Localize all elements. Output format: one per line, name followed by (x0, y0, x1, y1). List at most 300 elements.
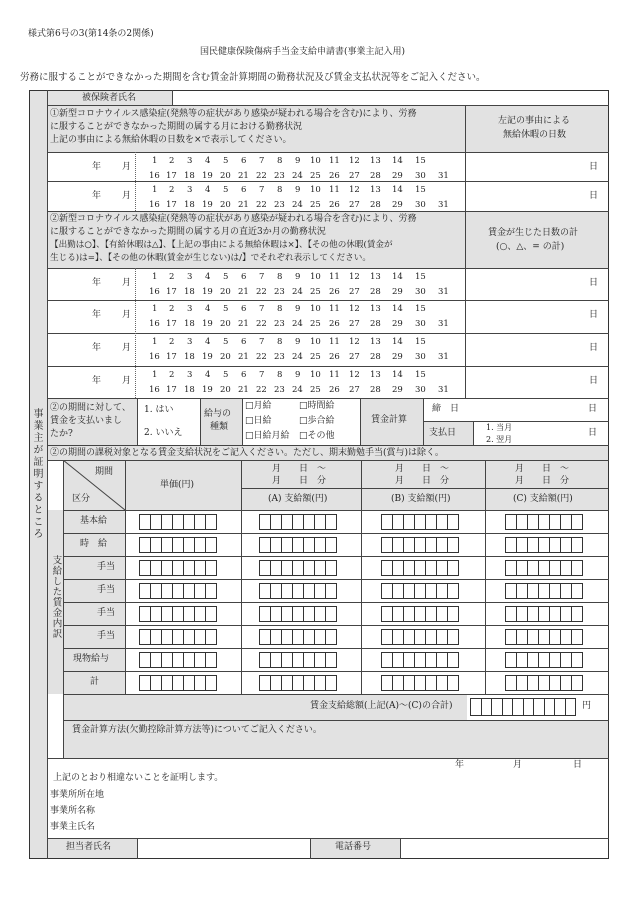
calendar-day[interactable]: 3 (187, 272, 193, 282)
calendar-day[interactable]: 11 (329, 304, 340, 314)
calendar-day[interactable]: 9 (295, 370, 301, 380)
digit-cell[interactable] (325, 652, 337, 668)
calendar-day[interactable]: 15 (415, 337, 426, 347)
calendar-day[interactable]: 27 (349, 287, 360, 297)
calendar-day[interactable]: 5 (223, 185, 229, 195)
calendar-day[interactable]: 13 (370, 337, 381, 347)
calendar-day[interactable]: 18 (184, 385, 195, 395)
section2-text-1: ②新型コロナウイルス感染症(発熱等の症状があり感染が疑われる場合を含む)により、労務 (50, 214, 417, 224)
calendar-day[interactable]: 21 (238, 200, 249, 210)
digit-cell[interactable] (447, 583, 459, 599)
calendar-day[interactable]: 20 (220, 352, 231, 362)
calendar-day[interactable]: 6 (241, 370, 247, 380)
calendar-day[interactable]: 9 (295, 304, 301, 314)
payment-yes-option[interactable]: 1. はい (144, 405, 174, 415)
calendar-day[interactable]: 14 (392, 337, 403, 347)
month-label: 月 (122, 343, 132, 353)
calendar-day[interactable]: 22 (256, 352, 267, 362)
pay-option-daily[interactable]: □日給 (245, 416, 272, 426)
form-title: 国民健康保険傷病手当金支給申請書(事業主記入用) (200, 47, 406, 57)
closing-day-label: 締 日 (432, 404, 460, 414)
col-b-header: (B) 支給額(円) (391, 494, 451, 504)
office-name-label: 事業所名称 (50, 806, 96, 816)
contact-name-label: 担当者氏名 (66, 842, 112, 852)
calendar-day[interactable]: 25 (310, 352, 321, 362)
calendar-day[interactable]: 14 (392, 272, 403, 282)
total-digit-cell[interactable] (565, 698, 577, 716)
wage-side-label: 支給した賃金内訳 (50, 555, 62, 639)
calendar-day[interactable]: 11 (329, 370, 340, 380)
calendar-day[interactable]: 7 (259, 272, 265, 282)
calendar-day[interactable]: 24 (292, 352, 303, 362)
pay-option-other[interactable]: □その他 (299, 431, 335, 441)
calendar-day[interactable]: 14 (392, 185, 403, 195)
calendar-day[interactable]: 17 (166, 287, 177, 297)
calendar-day[interactable]: 12 (349, 370, 360, 380)
calendar-day[interactable]: 11 (329, 337, 340, 347)
period-label: 期間 (95, 467, 114, 477)
payment-question-1: ②の期間に対して、 (50, 403, 131, 413)
calendar-day[interactable]: 19 (202, 200, 213, 210)
digit-cell[interactable] (325, 514, 337, 530)
calendar-day[interactable]: 23 (274, 287, 285, 297)
digit-cell[interactable] (447, 606, 459, 622)
calendar-day[interactable]: 21 (238, 352, 249, 362)
calendar-day[interactable]: 1 (152, 272, 158, 282)
category-label: 区分 (72, 494, 91, 504)
calendar-day[interactable]: 24 (292, 171, 303, 181)
calendar-day[interactable]: 15 (415, 156, 426, 166)
payday-this-month[interactable]: 1. 当月 (486, 423, 513, 432)
calendar-day[interactable]: 19 (202, 171, 213, 181)
calendar-day[interactable]: 29 (392, 319, 403, 329)
calendar-day[interactable]: 25 (310, 171, 321, 181)
calendar-day[interactable]: 13 (370, 156, 381, 166)
calendar-day[interactable]: 5 (223, 156, 229, 166)
digit-cell[interactable] (325, 583, 337, 599)
section2-text-3: 【出勤は○】、【有給休暇は△】、【上記の事由による無給休暇は×】、【その他の休暇(賃金が (50, 240, 393, 250)
calendar-day[interactable]: 10 (310, 370, 321, 380)
calendar-day[interactable]: 6 (241, 156, 247, 166)
form-number: 様式第6号の3(第14条の2関係) (28, 29, 154, 39)
calendar-day[interactable]: 1 (152, 185, 158, 195)
calendar-day[interactable]: 1 (152, 304, 158, 314)
calendar-day[interactable]: 29 (392, 287, 403, 297)
row-label-allowance: 手当 (97, 562, 116, 572)
calendar-day[interactable]: 1 (152, 337, 158, 347)
digit-cell[interactable] (205, 583, 217, 599)
calendar-day[interactable]: 30 (415, 385, 426, 395)
row-label-total: 計 (90, 677, 100, 687)
calendar-day[interactable]: 8 (277, 185, 283, 195)
calendar-day[interactable]: 13 (370, 370, 381, 380)
calendar-day[interactable]: 27 (349, 352, 360, 362)
period-c-from[interactable]: 月 日 ～ (515, 464, 570, 474)
calendar-day[interactable]: 25 (310, 319, 321, 329)
calendar-day[interactable]: 8 (277, 272, 283, 282)
calendar-day[interactable]: 30 (415, 200, 426, 210)
calendar-day[interactable]: 17 (166, 385, 177, 395)
calendar-day[interactable]: 3 (187, 304, 193, 314)
day-unit-label: 日 (589, 191, 599, 201)
calendar-day[interactable]: 20 (220, 319, 231, 329)
cert-statement: 上記のとおり相違ないことを証明します。 (53, 773, 224, 783)
calendar-day[interactable]: 25 (310, 385, 321, 395)
calendar-day[interactable]: 23 (274, 352, 285, 362)
calendar-day[interactable]: 15 (415, 304, 426, 314)
calendar-day[interactable]: 10 (310, 156, 321, 166)
section2-right-header-1: 賃金が生じた日数の計 (488, 228, 579, 238)
digit-cell[interactable] (325, 537, 337, 553)
digit-cell[interactable] (205, 652, 217, 668)
calendar-day[interactable]: 26 (329, 319, 340, 329)
calendar-day[interactable]: 19 (202, 287, 213, 297)
pay-option-daily-monthly[interactable]: □日給月給 (245, 431, 290, 441)
calendar-day[interactable]: 20 (220, 287, 231, 297)
calendar-day[interactable]: 29 (392, 200, 403, 210)
calendar-day[interactable]: 16 (149, 319, 160, 329)
year-label: 年 (92, 278, 102, 288)
digit-cell[interactable] (571, 560, 583, 576)
calendar-day[interactable]: 4 (205, 272, 211, 282)
calendar-day[interactable]: 9 (295, 185, 301, 195)
month-label: 月 (122, 310, 132, 320)
calendar-day[interactable]: 7 (259, 304, 265, 314)
calendar-day[interactable]: 7 (259, 185, 265, 195)
section1-text-3: 上記の事由による無給休暇の日数を×で表示してください。 (50, 135, 292, 145)
row-label-allowance: 手当 (97, 585, 116, 595)
payment-question-2: 賃金を支払いまし (50, 416, 123, 426)
calendar-day[interactable]: 17 (166, 352, 177, 362)
calendar-day[interactable]: 12 (349, 304, 360, 314)
calendar-day[interactable]: 24 (292, 319, 303, 329)
calendar-day[interactable]: 14 (392, 156, 403, 166)
calendar-day[interactable]: 30 (415, 287, 426, 297)
digit-cell[interactable] (205, 606, 217, 622)
section1-right-header-2: 無給休暇の日数 (503, 130, 567, 140)
calendar-day[interactable]: 4 (205, 156, 211, 166)
calendar-day[interactable]: 26 (329, 287, 340, 297)
section2-right-header-2: (○、△、= の計) (496, 242, 565, 252)
digit-cell[interactable] (447, 629, 459, 645)
calendar-day[interactable]: 7 (259, 337, 265, 347)
calendar-day[interactable]: 14 (392, 304, 403, 314)
calendar-day[interactable]: 10 (310, 337, 321, 347)
calendar-day[interactable]: 27 (349, 385, 360, 395)
calendar-day[interactable]: 18 (184, 171, 195, 181)
calendar-day[interactable]: 23 (274, 200, 285, 210)
calendar-day[interactable]: 4 (205, 304, 211, 314)
calendar-day[interactable]: 18 (184, 200, 195, 210)
calendar-day[interactable]: 12 (349, 337, 360, 347)
calendar-day[interactable]: 22 (256, 385, 267, 395)
digit-cell[interactable] (205, 560, 217, 576)
phone-field[interactable] (401, 839, 607, 858)
calendar-day[interactable]: 6 (241, 185, 247, 195)
calendar-day[interactable]: 6 (241, 304, 247, 314)
calendar-day[interactable]: 21 (238, 171, 249, 181)
digit-cell[interactable] (325, 629, 337, 645)
digit-cell[interactable] (447, 675, 459, 691)
calendar-day[interactable]: 28 (370, 385, 381, 395)
calendar-day[interactable]: 9 (295, 337, 301, 347)
calendar-day[interactable]: 22 (256, 200, 267, 210)
section1-text-1: ①新型コロナウイルス感染症(発熱等の症状があり感染が疑われる場合を含む)により、労務 (50, 109, 417, 119)
calendar-day[interactable]: 31 (438, 352, 449, 362)
calendar-day[interactable]: 29 (392, 171, 403, 181)
calendar-day[interactable]: 16 (149, 352, 160, 362)
calendar-day[interactable]: 28 (370, 287, 381, 297)
digit-cell[interactable] (205, 629, 217, 645)
calendar-day[interactable]: 23 (274, 385, 285, 395)
digit-cell[interactable] (571, 537, 583, 553)
calendar-day[interactable]: 8 (277, 156, 283, 166)
day-unit-label: 日 (589, 343, 599, 353)
calendar-day[interactable]: 31 (438, 171, 449, 181)
calendar-day[interactable]: 29 (392, 352, 403, 362)
calendar-day[interactable]: 5 (223, 370, 229, 380)
period-a-to[interactable]: 月 日 分 (272, 476, 327, 486)
calendar-day[interactable]: 14 (392, 370, 403, 380)
calendar-day[interactable]: 1 (152, 156, 158, 166)
calendar-day[interactable]: 31 (438, 385, 449, 395)
digit-cell[interactable] (571, 652, 583, 668)
calendar-day[interactable]: 12 (349, 156, 360, 166)
period-b-to[interactable]: 月 日 分 (395, 476, 450, 486)
period-a-from[interactable]: 月 日 ～ (272, 464, 327, 474)
calendar-day[interactable]: 2 (169, 185, 175, 195)
digit-cell[interactable] (571, 675, 583, 691)
calendar-day[interactable]: 21 (238, 319, 249, 329)
calendar-day[interactable]: 25 (310, 200, 321, 210)
calendar-day[interactable]: 9 (295, 272, 301, 282)
calendar-day[interactable]: 22 (256, 319, 267, 329)
calendar-day[interactable]: 10 (310, 185, 321, 195)
row-label-hourly: 時 給 (80, 539, 108, 549)
cert-date-year: 年 (455, 760, 465, 770)
digit-cell[interactable] (571, 583, 583, 599)
digit-cell[interactable] (447, 652, 459, 668)
digit-cell[interactable] (447, 537, 459, 553)
calendar-day[interactable]: 22 (256, 287, 267, 297)
section2-text-2: に服することができなかった期間の属する月の直近3か月の勤務状況 (50, 227, 326, 237)
pay-option-monthly[interactable]: □月給 (245, 401, 272, 411)
pay-type-label-2: 種類 (210, 422, 229, 432)
digit-cell[interactable] (447, 560, 459, 576)
pay-type-label-1: 給与の (204, 409, 232, 419)
payment-no-option[interactable]: 2. いいえ (144, 428, 183, 438)
calendar-day[interactable]: 17 (166, 171, 177, 181)
calendar-day[interactable]: 16 (149, 200, 160, 210)
calendar-day[interactable]: 21 (238, 385, 249, 395)
calendar-day[interactable]: 2 (169, 337, 175, 347)
col-c-header: (C) 支給額(円) (513, 494, 573, 504)
calendar-day[interactable]: 2 (169, 156, 175, 166)
calendar-day[interactable]: 28 (370, 200, 381, 210)
calendar-day[interactable]: 24 (292, 200, 303, 210)
calendar-day[interactable]: 27 (349, 319, 360, 329)
digit-cell[interactable] (571, 629, 583, 645)
cert-date-day: 日 (573, 760, 583, 770)
pay-option-hourly[interactable]: □時間給 (299, 401, 335, 411)
calendar-day[interactable]: 20 (220, 200, 231, 210)
calendar-day[interactable]: 19 (202, 319, 213, 329)
calendar-day[interactable]: 7 (259, 156, 265, 166)
calendar-day[interactable]: 30 (415, 171, 426, 181)
calendar-day[interactable]: 4 (205, 337, 211, 347)
calendar-day[interactable]: 25 (310, 287, 321, 297)
calendar-day[interactable]: 12 (349, 272, 360, 282)
calendar-day[interactable]: 22 (256, 171, 267, 181)
calendar-day[interactable]: 31 (438, 319, 449, 329)
calendar-day[interactable]: 26 (329, 200, 340, 210)
insured-name-field[interactable] (173, 91, 607, 104)
closing-day-unit: 日 (588, 404, 598, 414)
calendar-day[interactable]: 13 (370, 185, 381, 195)
calendar-day[interactable]: 27 (349, 171, 360, 181)
calendar-day[interactable]: 6 (241, 337, 247, 347)
calendar-day[interactable]: 21 (238, 287, 249, 297)
calendar-day[interactable]: 28 (370, 319, 381, 329)
calendar-day[interactable]: 29 (392, 385, 403, 395)
year-label: 年 (92, 376, 102, 386)
col-a-header: (A) 支給額(円) (268, 494, 328, 504)
calendar-day[interactable]: 15 (415, 272, 426, 282)
calendar-day[interactable]: 28 (370, 352, 381, 362)
calendar-day[interactable]: 27 (349, 200, 360, 210)
digit-cell[interactable] (447, 514, 459, 530)
calendar-day[interactable]: 23 (274, 319, 285, 329)
calendar-day[interactable]: 17 (166, 200, 177, 210)
calendar-day[interactable]: 4 (205, 370, 211, 380)
payment-question-3: たか? (50, 429, 73, 439)
day-unit-label: 日 (589, 278, 599, 288)
calendar-day[interactable]: 3 (187, 370, 193, 380)
calendar-day[interactable]: 3 (187, 185, 193, 195)
calendar-day[interactable]: 20 (220, 171, 231, 181)
row-label-basic: 基本給 (80, 516, 108, 526)
calendar-day[interactable]: 24 (292, 385, 303, 395)
calendar-day[interactable]: 17 (166, 319, 177, 329)
calendar-day[interactable]: 11 (329, 272, 340, 282)
wage-calc-label: 賃金計算 (371, 415, 408, 425)
calendar-day[interactable]: 13 (370, 304, 381, 314)
side-label: 事業主が証明するところ (31, 408, 42, 540)
calendar-day[interactable]: 8 (277, 337, 283, 347)
calendar-day[interactable]: 1 (152, 370, 158, 380)
calendar-day[interactable]: 8 (277, 370, 283, 380)
month-label: 月 (122, 162, 132, 172)
calendar-day[interactable]: 16 (149, 385, 160, 395)
calendar-day[interactable]: 4 (205, 185, 211, 195)
contact-name-field[interactable] (138, 839, 309, 858)
calendar-day[interactable]: 6 (241, 272, 247, 282)
year-label: 年 (92, 191, 102, 201)
year-label: 年 (92, 162, 102, 172)
calendar-day[interactable]: 31 (438, 287, 449, 297)
calendar-day[interactable]: 26 (329, 385, 340, 395)
year-label: 年 (92, 310, 102, 320)
calc-method-field[interactable] (64, 738, 608, 757)
year-label: 年 (92, 343, 102, 353)
calc-method-label: 賃金計算方法(欠勤控除計算方法等)についてご記入ください。 (72, 725, 322, 735)
total-yen-unit: 円 (582, 701, 592, 711)
insured-name-label: 被保険者氏名 (82, 93, 137, 103)
calendar-day[interactable]: 13 (370, 272, 381, 282)
pay-option-commission[interactable]: □歩合給 (299, 416, 335, 426)
digit-cell[interactable] (325, 675, 337, 691)
calendar-day[interactable]: 16 (149, 287, 160, 297)
calendar-day[interactable]: 18 (184, 352, 195, 362)
calendar-day[interactable]: 26 (329, 171, 340, 181)
calendar-day[interactable]: 31 (438, 200, 449, 210)
calendar-day[interactable]: 3 (187, 156, 193, 166)
payday-unit: 日 (588, 428, 598, 438)
month-label: 月 (122, 191, 132, 201)
calendar-day[interactable]: 19 (202, 352, 213, 362)
calendar-day[interactable]: 24 (292, 287, 303, 297)
digit-cell[interactable] (325, 606, 337, 622)
calendar-day[interactable]: 26 (329, 352, 340, 362)
digit-cell[interactable] (205, 675, 217, 691)
section1-text-2: に服することができなかった期間の属する月における勤務状況 (50, 122, 303, 132)
calendar-day[interactable]: 18 (184, 287, 195, 297)
section1-right-header-1: 左記の事由による (498, 116, 571, 126)
calendar-day[interactable]: 5 (223, 272, 229, 282)
office-address-label: 事業所所在地 (50, 790, 105, 800)
wage-intro: ②の期間の課税対象となる賃金支給状況をご記入ください。ただし、期末勤勉手当(賞与)は除く。 (50, 448, 444, 458)
digit-cell[interactable] (205, 514, 217, 530)
payday-next-month[interactable]: 2. 翌月 (486, 435, 513, 444)
calendar-day[interactable]: 30 (415, 352, 426, 362)
calendar-day[interactable]: 23 (274, 171, 285, 181)
calendar-day[interactable]: 16 (149, 171, 160, 181)
calendar-day[interactable]: 5 (223, 304, 229, 314)
calendar-day[interactable]: 10 (310, 272, 321, 282)
month-label: 月 (122, 278, 132, 288)
instruction-text: 労務に服することができなかった期間を含む賃金計算期間の勤務状況及び賃金支払状況等をご記入ください。 (20, 72, 486, 83)
calendar-day[interactable]: 9 (295, 156, 301, 166)
calendar-day[interactable]: 15 (415, 185, 426, 195)
calendar-day[interactable]: 30 (415, 319, 426, 329)
calendar-day[interactable]: 8 (277, 304, 283, 314)
row-label-in-kind: 現物給与 (73, 654, 110, 664)
calendar-day[interactable]: 5 (223, 337, 229, 347)
calendar-day[interactable]: 2 (169, 370, 175, 380)
calendar-day[interactable]: 3 (187, 337, 193, 347)
calendar-day[interactable]: 10 (310, 304, 321, 314)
calendar-day[interactable]: 20 (220, 385, 231, 395)
calendar-day[interactable]: 11 (329, 156, 340, 166)
month-label: 月 (122, 376, 132, 386)
calendar-day[interactable]: 18 (184, 319, 195, 329)
period-c-to[interactable]: 月 日 分 (515, 476, 570, 486)
calendar-day[interactable]: 2 (169, 304, 175, 314)
day-unit-label: 日 (589, 310, 599, 320)
digit-cell[interactable] (205, 537, 217, 553)
calendar-day[interactable]: 11 (329, 185, 340, 195)
digit-cell[interactable] (571, 606, 583, 622)
digit-cell[interactable] (571, 514, 583, 530)
digit-cell[interactable] (325, 560, 337, 576)
period-b-from[interactable]: 月 日 ～ (395, 464, 450, 474)
calendar-day[interactable]: 15 (415, 370, 426, 380)
calendar-day[interactable]: 28 (370, 171, 381, 181)
calendar-day[interactable]: 19 (202, 385, 213, 395)
calendar-day[interactable]: 7 (259, 370, 265, 380)
calendar-day[interactable]: 12 (349, 185, 360, 195)
calendar-day[interactable]: 2 (169, 272, 175, 282)
